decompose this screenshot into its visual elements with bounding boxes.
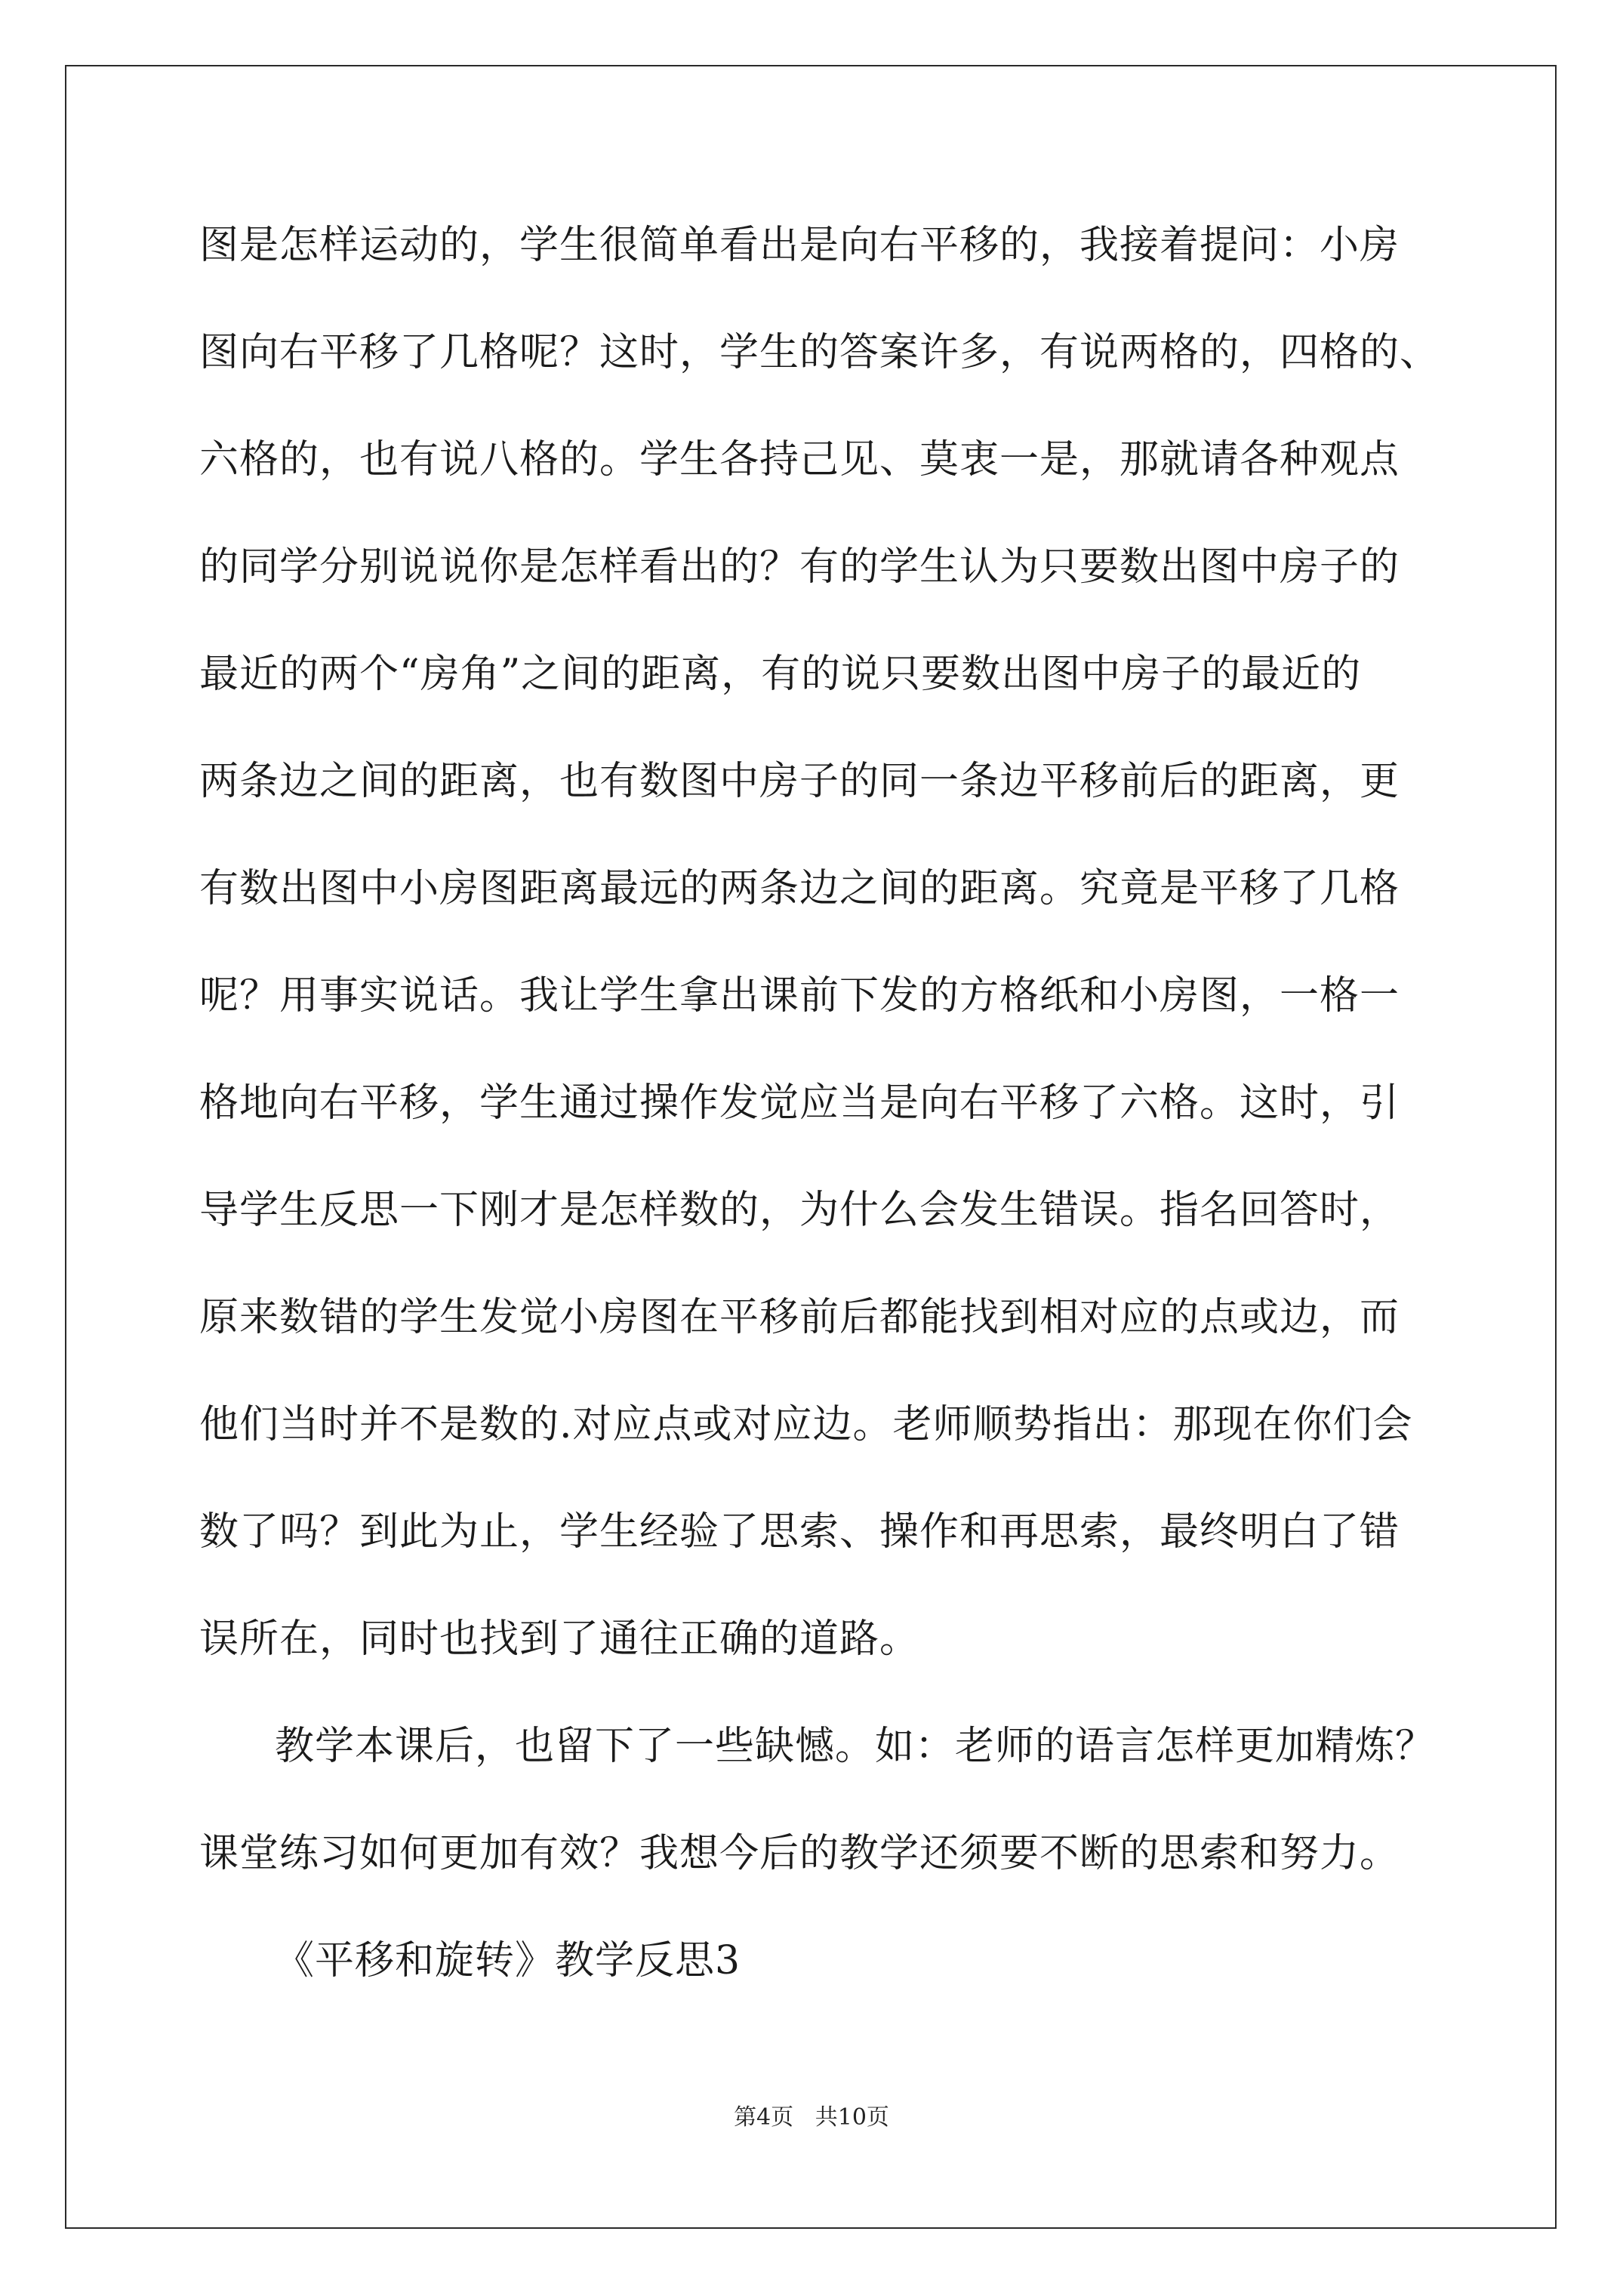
page-border bbox=[65, 65, 1557, 2229]
body-line: 有数出图中小房图距离最远的两条边之间的距离。究竟是平移了几格 bbox=[199, 866, 1400, 911]
body-line: 导学生反思一下刚才是怎样数的，为什么会发生错误。指名回答时， bbox=[199, 1188, 1400, 1233]
section-heading: 《平移和旋转》教学反思3 bbox=[275, 1938, 741, 1983]
body-line: 数了吗？到此为止，学生经验了思索、操作和再思索，最终明白了错 bbox=[199, 1509, 1400, 1555]
body-line: 图向右平移了几格呢？这时，学生的答案许多，有说两格的，四格的、 bbox=[199, 330, 1440, 375]
body-line: 两条边之间的距离，也有数图中房子的同一条边平移前后的距离，更 bbox=[199, 759, 1400, 804]
body-line: 最近的两个“房角”之间的距离，有的说只要数出图中房子的最近的 bbox=[199, 652, 1362, 697]
body-line: 图是怎样运动的，学生很简单看出是向右平移的，我接着提问：小房 bbox=[199, 223, 1400, 268]
body-line: 的同学分别说说你是怎样看出的？有的学生认为只要数出图中房子的 bbox=[199, 544, 1400, 590]
body-line: 呢？用事实说话。我让学生拿出课前下发的方格纸和小房图，一格一 bbox=[199, 973, 1400, 1019]
body-line: 原来数错的学生发觉小房图在平移前后都能找到相对应的点或边，而 bbox=[199, 1295, 1400, 1340]
body-line: 他们当时并不是数的.对应点或对应边。老师顺势指出：那现在你们会 bbox=[199, 1402, 1413, 1447]
paragraph-start-line: 教学本课后，也留下了一些缺憾。如：老师的语言怎样更加精炼？ bbox=[275, 1724, 1436, 1769]
body-line: 课堂练习如何更加有效？我想今后的教学还须要不断的思索和努力。 bbox=[199, 1831, 1400, 1876]
page-number-footer: 第4页 共10页 bbox=[734, 2104, 889, 2131]
body-line: 误所在，同时也找到了通往正确的道路。 bbox=[199, 1616, 920, 1662]
body-line: 六格的，也有说八格的。学生各持己见、莫衷一是，那就请各种观点 bbox=[199, 437, 1400, 482]
body-line: 格地向右平移，学生通过操作发觉应当是向右平移了六格。这时，引 bbox=[199, 1080, 1400, 1126]
